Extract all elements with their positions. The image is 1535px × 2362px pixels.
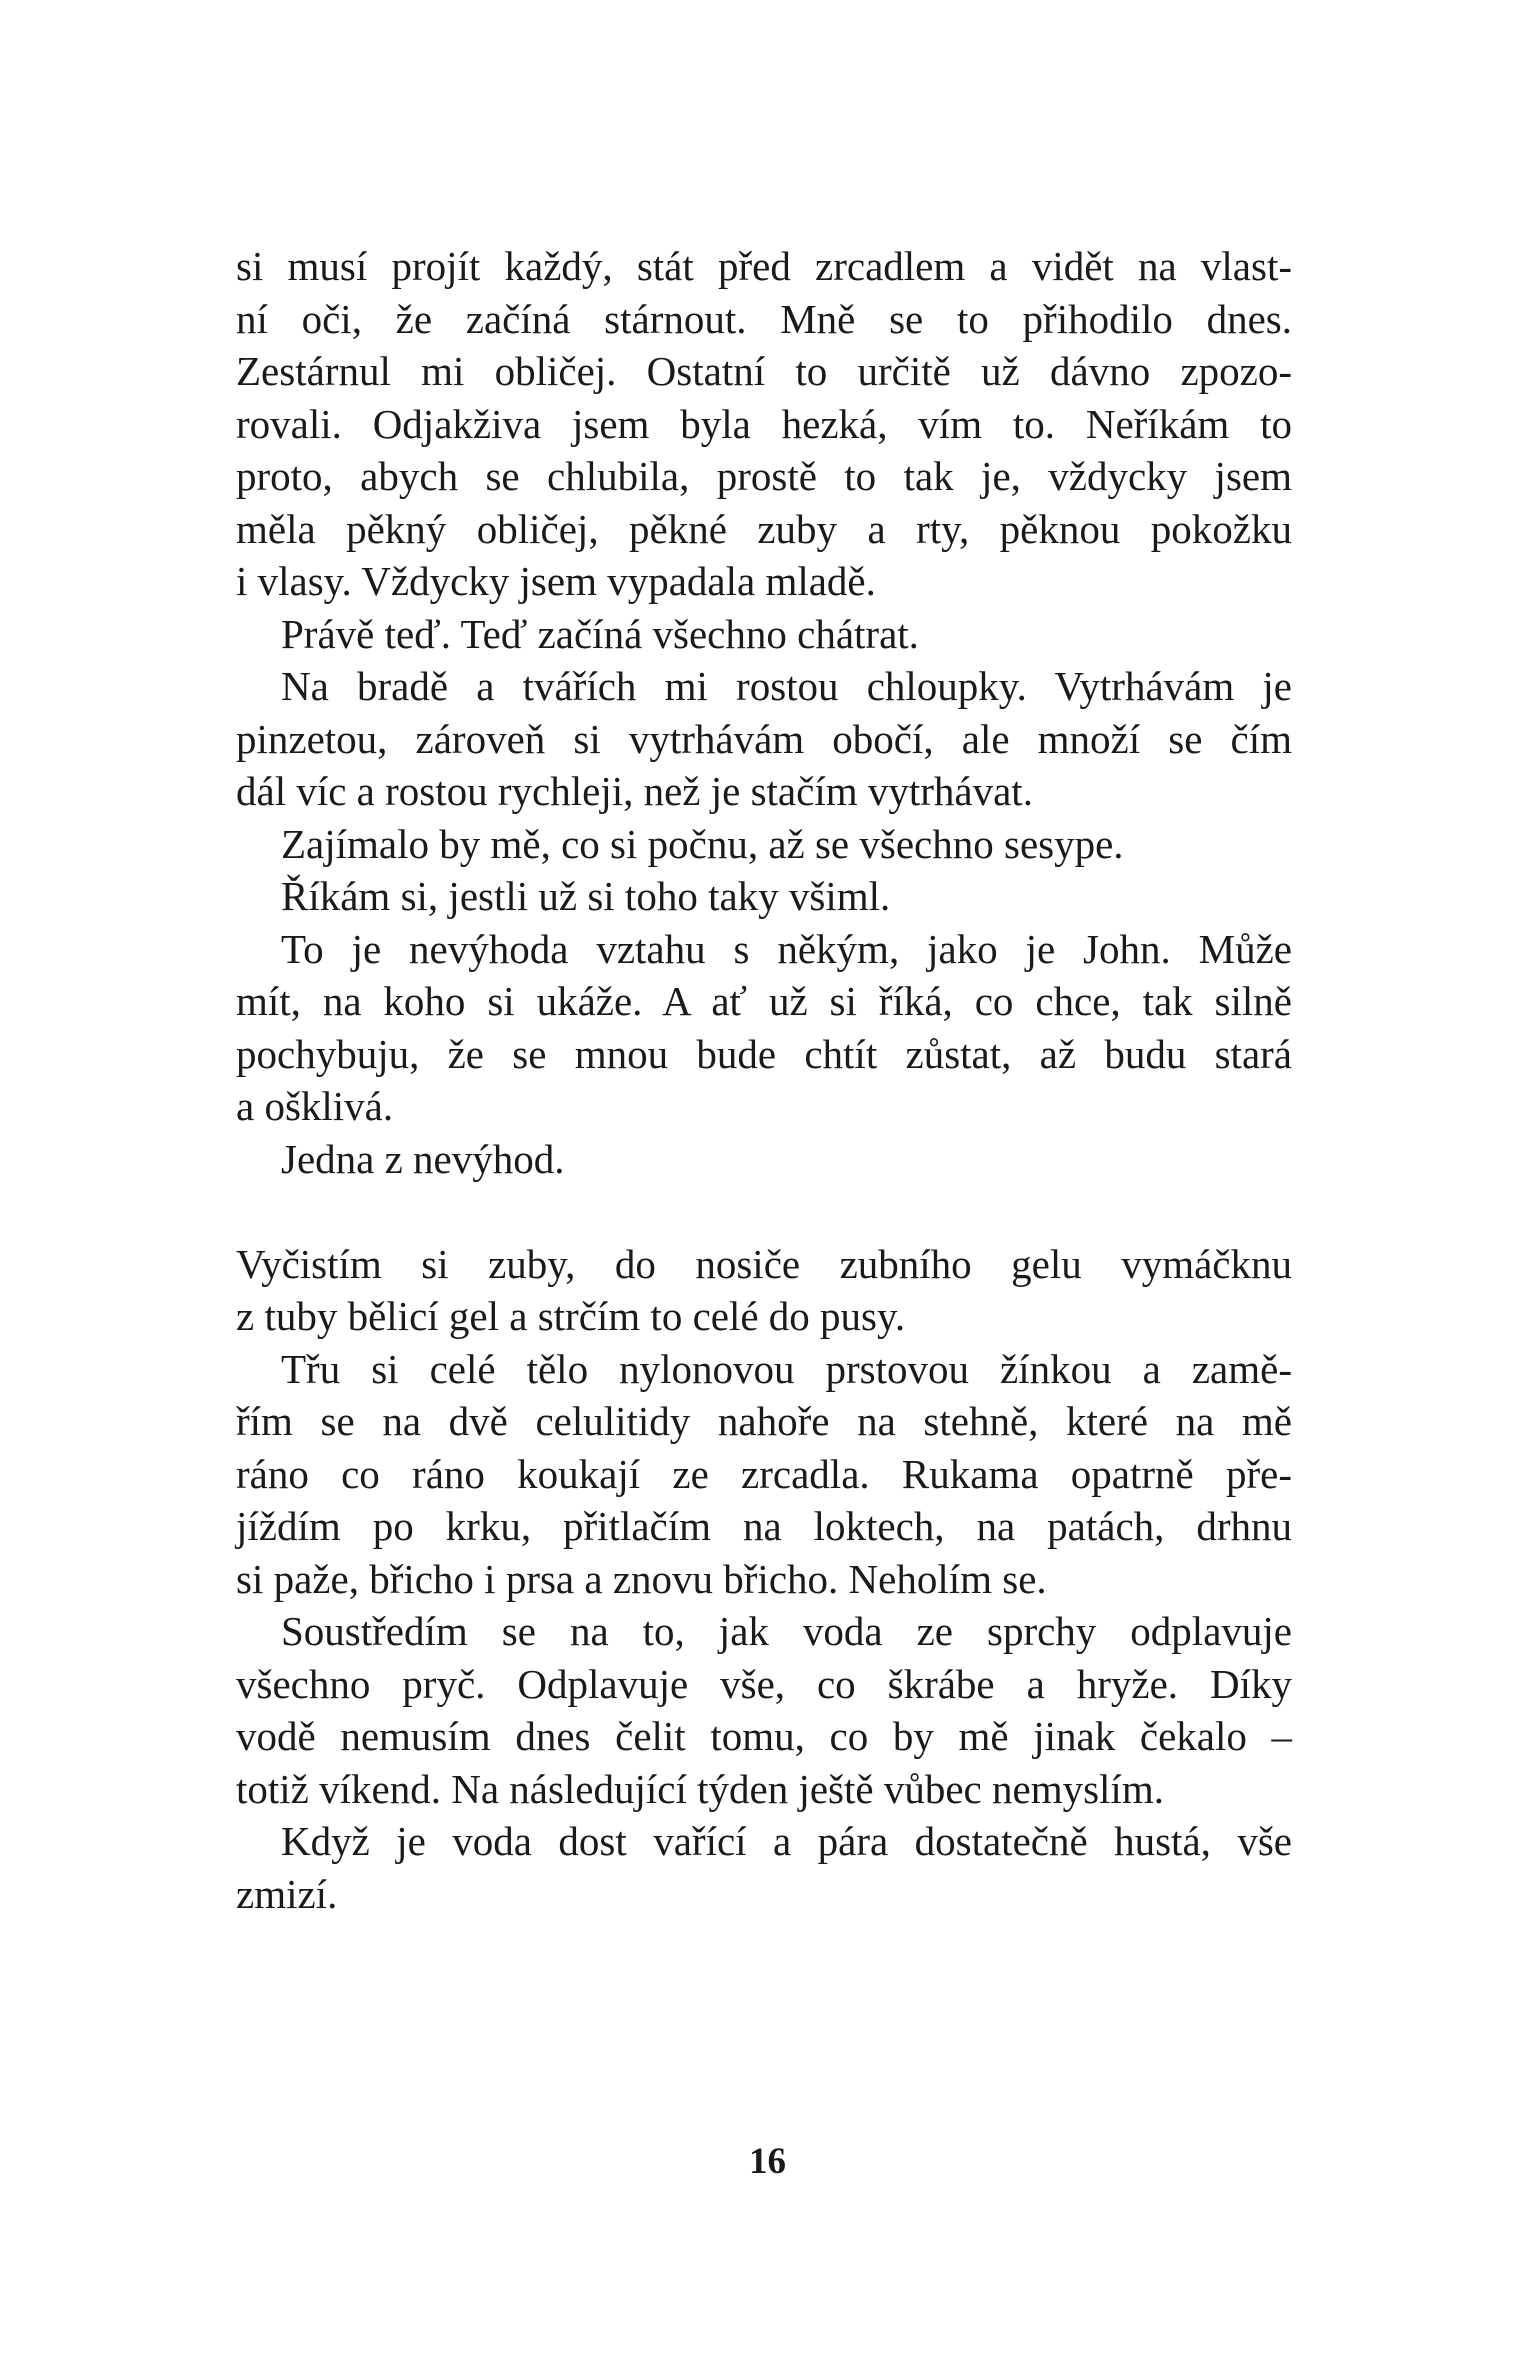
text-line: Na bradě a tvářích mi rostou chloupky. Vytrhávám je [281,663,1292,709]
text-line: Zajímalo by mě, co si počnu, až se všechno sesype. [281,820,1124,867]
text-line: pochybuju, že se mnou bude chtít zůstat, až budu stará [236,1030,1292,1077]
text-line: Soustředím se na to, jak voda ze sprchy odplavuje [281,1608,1292,1654]
text-line: i vlasy. Vždycky jsem vypadala mladě. [236,558,876,604]
text-line: vodě nemusím dnes čelit tomu, co by mě jinak čekalo – [236,1713,1292,1759]
paragraph [236,608,1292,661]
text-line: Právě teď. Teď začíná všechno chátrat. [281,610,919,657]
text-line: jíždím po krku, přitlačím na loktech, na patách, drhnu [236,1503,1292,1549]
text-line: dál víc a rostou rychleji, než je stačím vytrhávat. [236,768,1033,814]
paragraph [236,240,1292,608]
text-line: a ošklivá. [236,1083,394,1129]
text-line: ráno co ráno koukají ze zrcadla. Rukama opatrně pře- [236,1450,1292,1497]
text-line: Třu si celé tělo nylonovou prstovou žínkou a zamě- [281,1345,1292,1392]
paragraph [236,1238,1292,1343]
paragraph [236,870,1292,923]
text-line: rovali. Odjakživa jsem byla hezká, vím to. Neříkám to [236,400,1292,447]
text-line: všechno pryč. Odplavuje vše, co škrábe a hryže. Díky [236,1660,1292,1707]
text-line: Zestárnul mi obličej. Ostatní to určitě už dávno zpozo- [236,348,1292,394]
section-break [236,1185,1292,1238]
text-line: měla pěkný obličej, pěkné zuby a rty, pěknou pokožku [236,505,1292,552]
text-line: To je nevýhoda vztahu s někým, jako je John. Může [281,925,1292,972]
page-number: 16 [749,2141,786,2182]
page-text [236,240,1292,1920]
text-line: zmizí. [236,1870,338,1917]
text-line: si musí projít každý, stát před zrcadlem a vidět na vlast- [236,243,1292,289]
paragraph [236,1343,1292,1606]
text-line: Jedna z nevýhod. [281,1135,565,1182]
text-line: Když je voda dost vařící a pára dostatečně hustá, vše [281,1818,1292,1864]
text-line: z tuby bělicí gel a strčím to celé do pusy. [236,1293,906,1339]
text-line: Vyčistím si zuby, do nosiče zubního gelu vymáčknu [236,1240,1292,1287]
paragraph [236,660,1292,818]
text-line: proto, abych se chlubila, prostě to tak je, vždycky jsem [236,453,1292,499]
text-line: totiž víkend. Na následující týden ještě vůbec nemyslím. [236,1765,1164,1812]
text-line: ní oči, že začíná stárnout. Mně se to přihodilo dnes. [236,295,1292,342]
paragraph [236,818,1292,871]
paragraph [236,1605,1292,1815]
text-line: řím se na dvě celulitidy nahoře na stehně, které na mě [236,1398,1292,1444]
paragraph [236,1133,1292,1186]
text-line: Říkám si, jestli už si toho taky všiml. [281,873,891,919]
text-line: si paže, břicho i prsa a znovu břicho. Neholím se. [236,1555,1047,1602]
paragraph [236,923,1292,1133]
text-line: mít, na koho si ukáže. A ať už si říká, co chce, tak silně [236,978,1292,1024]
paragraph [236,1815,1292,1920]
text-line: pinzetou, zároveň si vytrhávám obočí, ale množí se čím [236,715,1292,762]
